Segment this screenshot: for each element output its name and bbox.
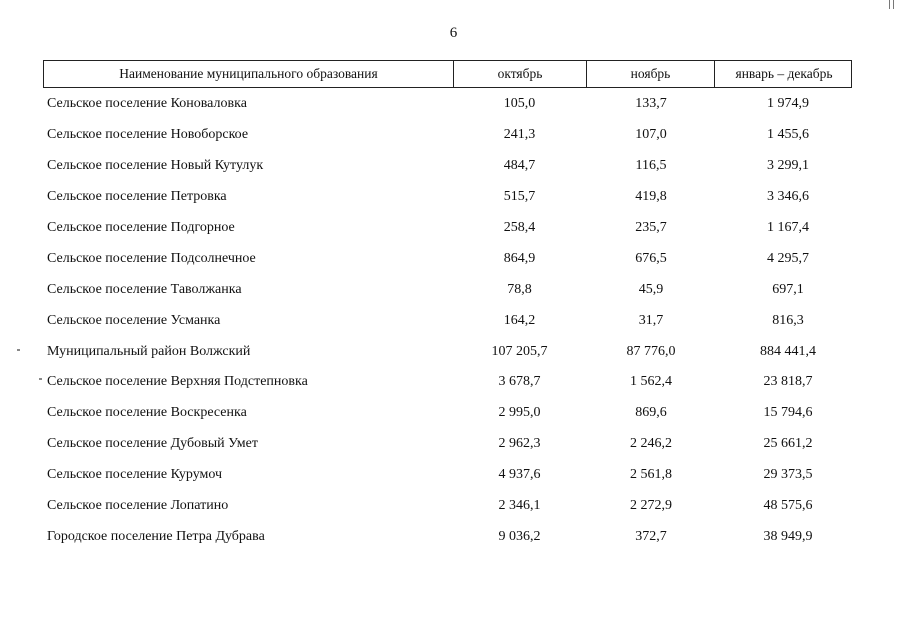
table-row (43, 491, 852, 522)
october-value-cell: 9 036,2 (498, 528, 541, 544)
year-total-cell: 4 295,7 (767, 250, 809, 266)
october-value-cell: 241,3 (503, 127, 536, 143)
year-total-cell: 25 661,2 (763, 436, 813, 452)
row-name-cell: Сельское поселение Новоборское (47, 127, 249, 143)
october-value-cell: 164,2 (503, 312, 536, 328)
november-value-cell: 45,9 (638, 281, 664, 297)
table-row (43, 367, 852, 398)
october-value-cell: 2 962,3 (498, 436, 541, 452)
year-total-cell: 29 373,5 (763, 467, 813, 483)
november-value-cell: 116,5 (635, 158, 667, 174)
table-row (43, 182, 852, 213)
table-row (43, 429, 852, 460)
november-value-cell: 1 562,4 (630, 374, 672, 390)
row-name-cell: Сельское поселение Таволжанка (47, 281, 242, 297)
november-value-cell: 133,7 (635, 96, 667, 112)
november-value-cell: 419,8 (635, 189, 667, 205)
november-value-cell: 87 776,0 (626, 343, 676, 359)
year-total-cell: 23 818,7 (763, 374, 813, 390)
october-value-cell: 258,4 (503, 220, 536, 235)
october-value-cell: 515,7 (503, 189, 536, 205)
table-row (43, 274, 852, 305)
november-value-cell: 869,6 (635, 405, 667, 421)
row-name-cell: Сельское поселение Новый Кутулук (47, 158, 264, 174)
table-row (43, 460, 852, 491)
november-value-cell: 676,5 (635, 250, 667, 266)
table-body (43, 89, 852, 552)
row-name-cell: Сельское поселение Верхняя Подстепновка (47, 374, 308, 390)
october-value-cell: 2 346,1 (498, 498, 541, 514)
year-total-cell: 816,3 (772, 312, 804, 328)
report-table (43, 60, 852, 552)
november-value-cell: 2 561,8 (630, 467, 672, 483)
row-name-cell: Сельское поселение Воскресенка (47, 405, 247, 421)
header-november: ноябрь (587, 61, 715, 87)
table-row (43, 521, 852, 552)
year-total-cell: 697,1 (772, 281, 804, 297)
margin-dot (17, 349, 20, 351)
table-row (43, 213, 852, 244)
row-name-cell: Сельское поселение Подгорное (47, 220, 235, 235)
row-name-cell: Сельское поселение Дубовый Умет (47, 436, 258, 452)
corner-scan-mark (889, 0, 894, 9)
october-value-cell: 107 205,7 (491, 343, 548, 359)
page-number: 6 (449, 25, 458, 41)
year-total-cell: 1 455,6 (767, 127, 809, 143)
year-total-cell: 38 949,9 (763, 528, 813, 544)
row-name-cell: Сельское поселение Коноваловка (47, 96, 247, 112)
row-name-cell: Сельское поселение Усманка (47, 312, 221, 328)
table-row (43, 151, 852, 182)
october-value-cell: 4 937,6 (498, 467, 541, 483)
october-value-cell: 2 995,0 (498, 405, 541, 421)
november-value-cell: 2 272,9 (630, 498, 672, 514)
october-value-cell: 864,9 (503, 250, 536, 266)
october-value-cell: 78,8 (507, 281, 532, 297)
table-row (43, 398, 852, 429)
october-value-cell: 3 678,7 (498, 374, 541, 390)
table-row (43, 243, 852, 274)
november-value-cell: 31,7 (638, 312, 664, 328)
year-total-cell: 48 575,6 (763, 498, 813, 514)
row-name-cell: Сельское поселение Подсолнечное (47, 250, 256, 266)
row-name-cell: Городское поселение Петра Дубрава (47, 528, 265, 544)
table-row (43, 336, 852, 367)
table-row (43, 89, 852, 120)
year-total-cell: 1 974,9 (767, 96, 809, 112)
year-total-cell: 15 794,6 (763, 405, 813, 421)
november-value-cell: 2 246,2 (630, 436, 672, 452)
table-row (43, 120, 852, 151)
november-value-cell: 107,0 (635, 127, 667, 143)
october-value-cell: 105,0 (503, 96, 536, 112)
year-total-cell: 1 167,4 (767, 220, 809, 235)
november-value-cell: 235,7 (635, 220, 667, 235)
header-october: октябрь (454, 61, 587, 87)
november-value-cell: 372,7 (635, 528, 667, 544)
row-name-cell: Сельское поселение Лопатино (47, 498, 229, 514)
year-total-cell: 884 441,4 (760, 343, 816, 359)
year-total-cell: 3 299,1 (767, 158, 809, 174)
row-name-cell: Муниципальный район Волжский (47, 343, 251, 359)
header-year: январь – декабрь (735, 66, 833, 81)
year-total-cell: 3 346,6 (767, 189, 809, 205)
row-name-cell: Сельское поселение Петровка (47, 189, 227, 205)
october-value-cell: 484,7 (503, 158, 536, 174)
table-row (43, 305, 852, 336)
margin-dot (39, 378, 42, 380)
table-header-row (43, 60, 852, 88)
header-name: Наименование муниципального образования (44, 61, 454, 87)
row-name-cell: Сельское поселение Курумоч (47, 467, 223, 483)
